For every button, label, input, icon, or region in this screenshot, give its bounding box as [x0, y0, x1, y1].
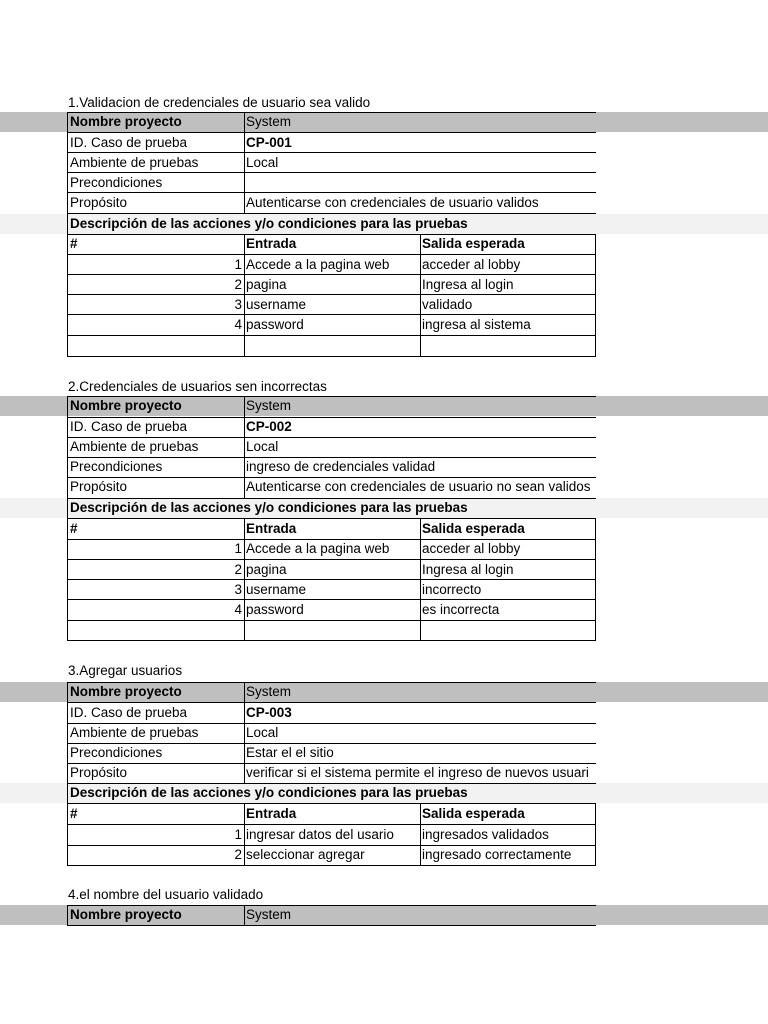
- purpose-value: Autenticarse con credenciales de usuario validos: [246, 195, 539, 210]
- case-id-label: ID. Caso de prueba: [70, 419, 188, 434]
- step-input: Accede a la pagina web: [246, 541, 390, 556]
- step-input: username: [246, 582, 307, 597]
- environment-row: [0, 723, 768, 743]
- step-input: ingresar datos del usario: [246, 827, 394, 842]
- preconditions-value: Estar el el sitio: [246, 745, 334, 760]
- column-output-header: Salida esperada: [422, 236, 525, 251]
- preconditions-row: [0, 457, 768, 477]
- project-value: System: [244, 112, 768, 132]
- column-input-header: Entrada: [246, 236, 297, 251]
- step-number: 2: [234, 847, 242, 862]
- step-output: validado: [422, 297, 473, 312]
- step-input: seleccionar agregar: [246, 847, 365, 862]
- column-header-row: [0, 234, 768, 254]
- description-label: Descripción de las acciones y/o condiciones para las pruebas: [68, 783, 768, 803]
- environment-value: Local: [246, 155, 279, 170]
- purpose-row: [0, 763, 768, 783]
- step-row: [0, 600, 768, 620]
- section-title: 2.Credenciales de usuarios sen incorrectas: [68, 379, 327, 394]
- purpose-label: Propósito: [70, 479, 128, 494]
- step-number: 1: [234, 541, 242, 556]
- column-header-row: [0, 804, 768, 824]
- step-input: Accede a la pagina web: [246, 257, 390, 272]
- preconditions-label: Precondiciones: [70, 459, 163, 474]
- step-input: username: [246, 297, 307, 312]
- case-id-value: CP-002: [246, 419, 292, 434]
- purpose-label: Propósito: [70, 765, 128, 780]
- project-value: System: [244, 682, 768, 702]
- step-output: ingresados validados: [422, 827, 549, 842]
- case-id-label: ID. Caso de prueba: [70, 135, 188, 150]
- environment-row: [0, 437, 768, 457]
- purpose-value: verificar si el sistema permite el ingreso de nuevos usuari: [246, 765, 589, 780]
- environment-row: [0, 153, 768, 173]
- project-row: [0, 396, 768, 416]
- step-input: pagina: [246, 562, 287, 577]
- preconditions-value: ingreso de credenciales validad: [246, 459, 436, 474]
- step-row: [0, 275, 768, 295]
- step-row: [0, 539, 768, 559]
- step-output: Ingresa al login: [422, 562, 514, 577]
- case-id-row: [0, 703, 768, 723]
- column-number-header: #: [70, 806, 78, 821]
- project-value: System: [244, 396, 768, 416]
- step-output: incorrecto: [422, 582, 482, 597]
- section-title: 3.Agregar usuarios: [68, 663, 183, 678]
- description-row: [0, 498, 768, 518]
- step-number: 1: [234, 827, 242, 842]
- step-input: password: [246, 602, 304, 617]
- step-output: acceder al lobby: [422, 541, 521, 556]
- project-label: Nombre proyecto: [68, 682, 244, 702]
- column-number-header: #: [70, 236, 78, 251]
- environment-label: Ambiente de pruebas: [70, 155, 199, 170]
- step-output: ingresa al sistema: [422, 317, 531, 332]
- purpose-row: [0, 477, 768, 497]
- step-number: 4: [234, 317, 242, 332]
- step-row: [0, 825, 768, 845]
- column-input-header: Entrada: [246, 521, 297, 536]
- project-row: [0, 905, 768, 925]
- case-id-value: CP-001: [246, 135, 292, 150]
- section-title: 1.Validacion de credenciales de usuario sea valido: [68, 95, 371, 110]
- step-number: 3: [234, 582, 242, 597]
- case-id-row: [0, 417, 768, 437]
- preconditions-label: Precondiciones: [70, 175, 163, 190]
- column-output-header: Salida esperada: [422, 806, 525, 821]
- case-id-value: CP-003: [246, 705, 292, 720]
- step-row: [0, 255, 768, 275]
- project-label: Nombre proyecto: [68, 112, 244, 132]
- column-output-header: Salida esperada: [422, 521, 525, 536]
- step-output: ingresado correctamente: [422, 847, 572, 862]
- preconditions-value: [244, 173, 596, 193]
- step-row: [0, 295, 768, 315]
- column-input-header: Entrada: [246, 806, 297, 821]
- preconditions-row: [0, 173, 768, 193]
- purpose-row: [0, 193, 768, 213]
- project-value: System: [244, 905, 768, 925]
- case-id-row: [0, 133, 768, 153]
- step-row: [0, 580, 768, 600]
- step-row: [0, 845, 768, 865]
- project-row: [0, 112, 768, 132]
- step-number: 3: [234, 297, 242, 312]
- step-output: es incorrecta: [422, 602, 500, 617]
- project-label: Nombre proyecto: [68, 396, 244, 416]
- preconditions-row: [0, 743, 768, 763]
- description-row: [0, 783, 768, 803]
- purpose-label: Propósito: [70, 195, 128, 210]
- section-title: 4.el nombre del usuario validado: [68, 887, 264, 902]
- purpose-value: Autenticarse con credenciales de usuario no sean validos: [246, 479, 591, 494]
- case-id-label: ID. Caso de prueba: [70, 705, 188, 720]
- project-label: Nombre proyecto: [68, 905, 244, 925]
- preconditions-label: Precondiciones: [70, 745, 163, 760]
- step-number: 2: [234, 277, 242, 292]
- step-number: 1: [234, 257, 242, 272]
- environment-value: Local: [246, 725, 279, 740]
- step-row: [0, 560, 768, 580]
- description-label: Descripción de las acciones y/o condiciones para las pruebas: [68, 214, 768, 234]
- step-output: Ingresa al login: [422, 277, 514, 292]
- environment-label: Ambiente de pruebas: [70, 439, 199, 454]
- column-number-header: #: [70, 521, 78, 536]
- environment-value: Local: [246, 439, 279, 454]
- step-number: 4: [234, 602, 242, 617]
- step-row: [0, 315, 768, 335]
- project-row: [0, 682, 768, 702]
- description-row: [0, 214, 768, 234]
- step-input: pagina: [246, 277, 287, 292]
- step-number: 2: [234, 562, 242, 577]
- column-header-row: [0, 519, 768, 539]
- step-output: acceder al lobby: [422, 257, 521, 272]
- environment-label: Ambiente de pruebas: [70, 725, 199, 740]
- step-input: password: [246, 317, 304, 332]
- description-label: Descripción de las acciones y/o condiciones para las pruebas: [68, 498, 768, 518]
